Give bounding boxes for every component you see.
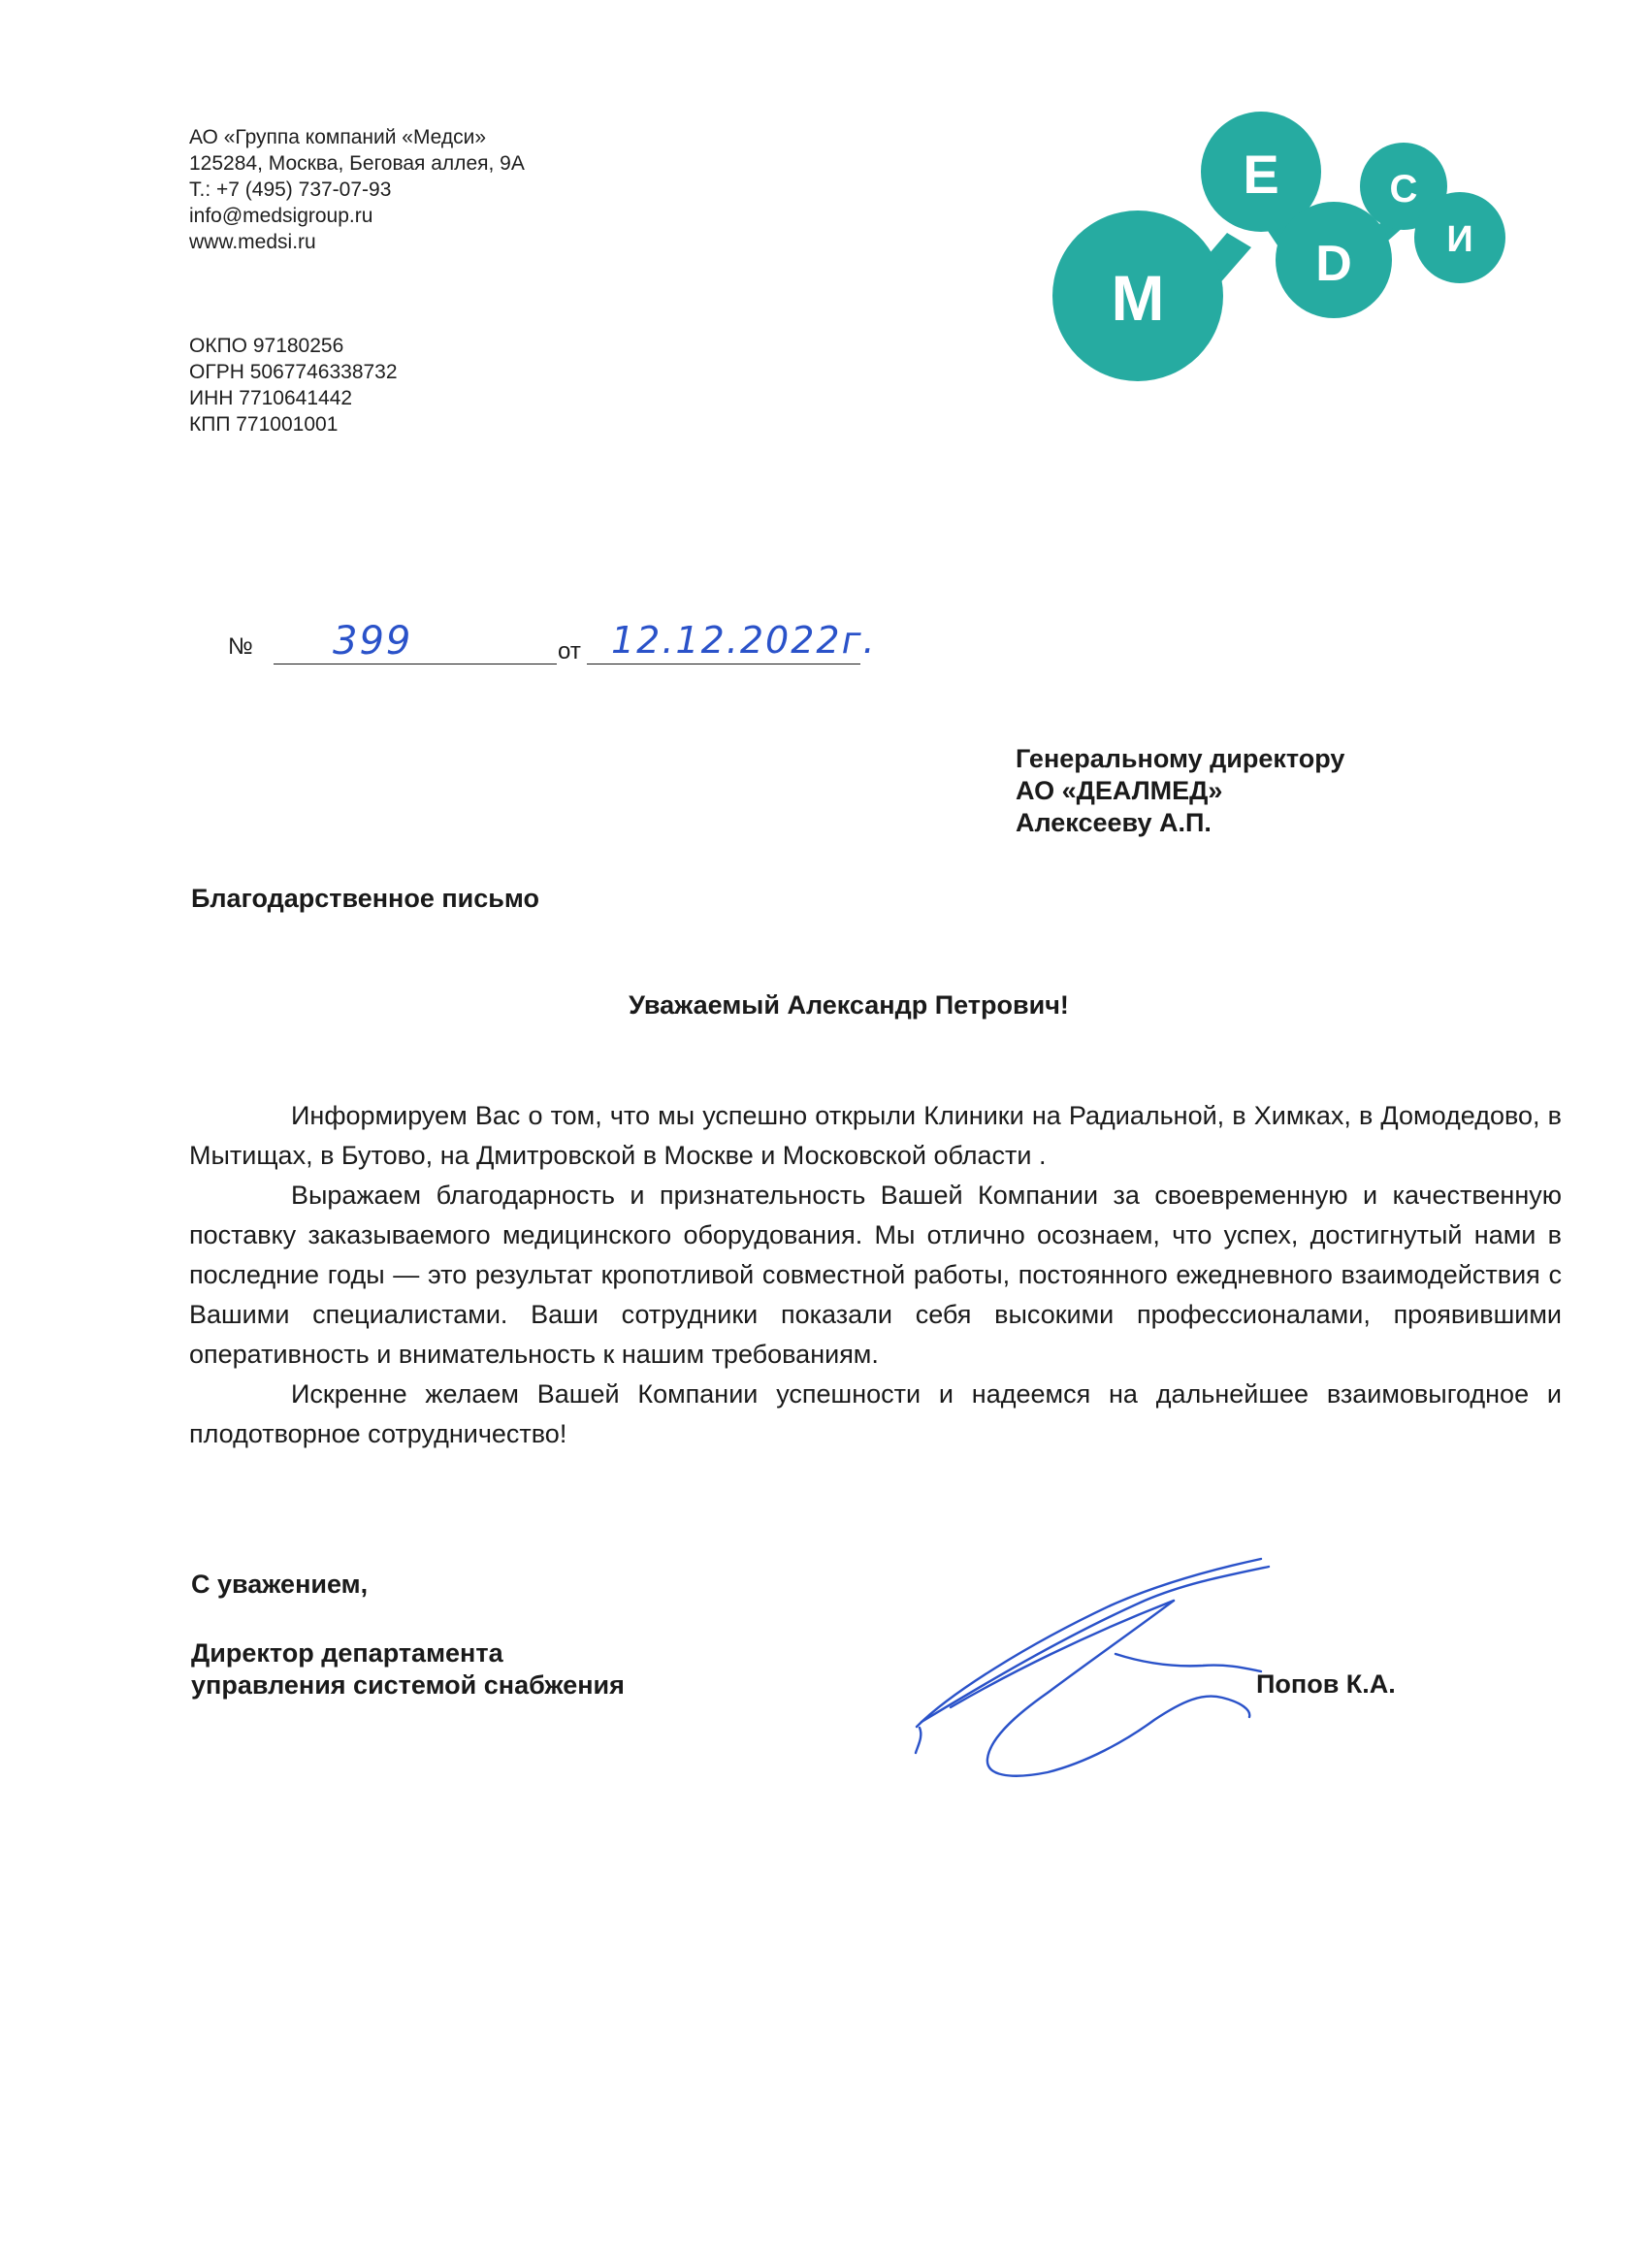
logo-letter-e: Е xyxy=(1243,144,1279,205)
sender-info xyxy=(189,124,525,255)
sender-website: www.medsi.ru xyxy=(189,231,316,253)
body-paragraph-1: Информируем Вас о том, что мы успешно открыли Клиники на Радиальной, в Химках, в Домодедово, в Мытищах, в Бутово, на Дмитровской в Москве и Московской области . xyxy=(189,1101,1562,1170)
logo-letter-i: И xyxy=(1446,219,1473,260)
recipient-company: АО «ДЕАЛМЕД» xyxy=(1016,776,1223,805)
letter-title: Благодарственное письмо xyxy=(191,884,540,913)
body-paragraph-3: Искренне желаем Вашей Компании успешности и надеемся на дальнейшее взаимовыгодное и плодотворное сотрудничество! xyxy=(189,1379,1562,1448)
number-label: № xyxy=(228,633,253,660)
sender-email: info@medsigroup.ru xyxy=(189,205,373,227)
closing: С уважением, xyxy=(191,1570,369,1599)
greeting: Уважаемый Александр Петрович! xyxy=(629,990,1069,1020)
sender-requisites xyxy=(189,333,398,437)
ogrn: ОГРН 5067746338732 xyxy=(189,361,398,383)
letter-body xyxy=(189,1096,1562,1454)
recipient-name: Алексееву А.П. xyxy=(1016,808,1212,837)
handwritten-number: 399 xyxy=(333,619,413,664)
signatory-position-line2: управления системой снабжения xyxy=(191,1670,625,1700)
okpo: ОКПО 97180256 xyxy=(189,335,344,357)
logo-letter-s: С xyxy=(1389,168,1418,211)
signatory-position-line1: Директор департамента xyxy=(191,1638,503,1668)
logo-letter-d: D xyxy=(1315,236,1352,292)
kpp: КПП 771001001 xyxy=(189,413,339,436)
signatory-name: Попов К.А. xyxy=(1256,1669,1396,1699)
handwritten-signature xyxy=(892,1547,1300,1819)
logo-letter-m: М xyxy=(1111,262,1165,334)
inn: ИНН 7710641442 xyxy=(189,387,353,409)
date-label: от xyxy=(558,638,581,664)
sender-company: АО «Группа компаний «Медси» xyxy=(189,126,487,148)
medsi-logo xyxy=(1052,112,1508,383)
recipient-block xyxy=(1016,743,1344,839)
recipient-position: Генеральному директору xyxy=(1016,744,1345,773)
sender-address: 125284, Москва, Беговая аллея, 9А xyxy=(189,152,525,175)
sender-phone: Т.: +7 (495) 737-07-93 xyxy=(189,178,392,201)
handwritten-date: 12.12.2022г. xyxy=(611,619,877,662)
body-paragraph-2: Выражаем благодарность и признательность Вашей Компании за своевременную и качественную поставку заказываемого медицинского оборудования. Мы отлично осознаем, что успех, достигнутый нами в последние годы — это результат кропотливой совместной работы, постоянного ежедневного взаимодействия с Вашими специалистами. Ваши сотрудники показали себя высокими профессионалами, проявившими оперативность и внимательность к нашим требованиям. xyxy=(189,1181,1562,1369)
signatory-position xyxy=(191,1637,625,1701)
